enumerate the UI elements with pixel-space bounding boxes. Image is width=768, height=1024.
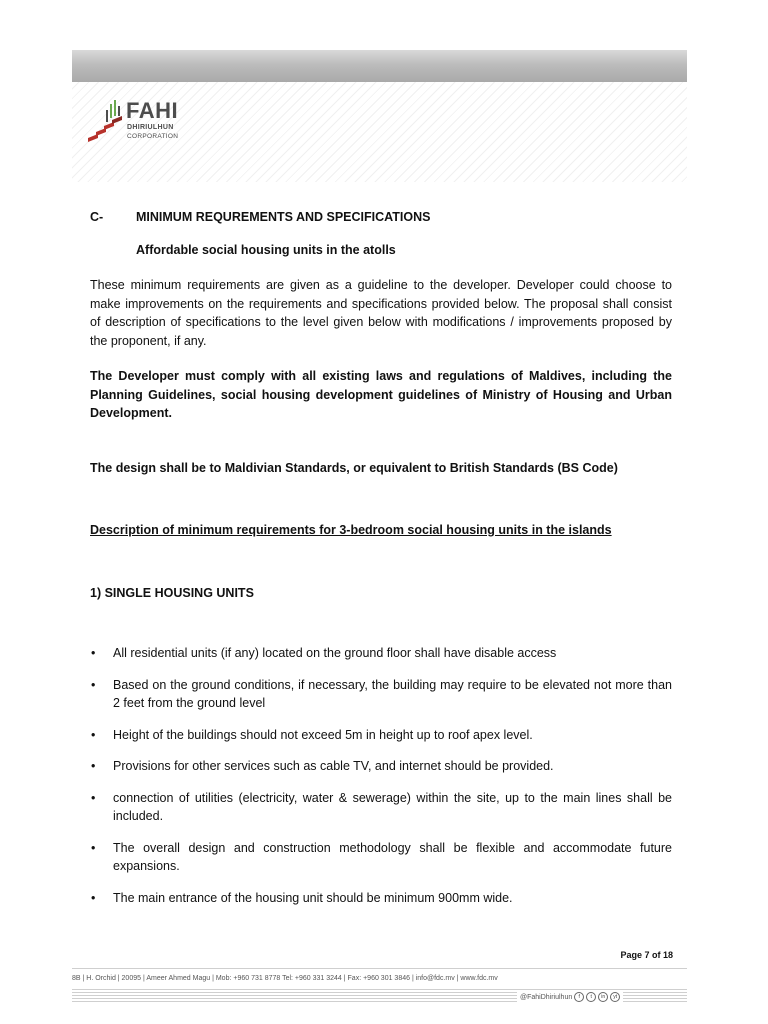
bullet-icon: • (91, 759, 96, 773)
header-gradient-bar (72, 50, 687, 82)
standards-paragraph: The design shall be to Maldivian Standards, or equivalent to British Standards (BS Code) (90, 461, 618, 475)
page-number: Page 7 of 18 (620, 950, 673, 960)
social-links (517, 991, 623, 1003)
list-item-text: All residential units (if any) located on the ground floor shall have disable access (113, 646, 557, 660)
compliance-paragraph: The Developer must comply with all existing laws and regulations of Maldives, including the Planning Guidelines, social housing development guidelines of Ministry of Housing and Urban Development. (90, 369, 672, 420)
footer-contact: 8B | H. Orchid | 20095 | Ameer Ahmed Magu | Mob: +960 731 8778 Tel: +960 331 3244 | Fax: +960 301 3846 | info@fdc.mv | www.fdc.mv (72, 975, 498, 982)
logo-stairs-icon (86, 98, 126, 146)
footer-divider (72, 968, 687, 969)
bullet-icon: • (91, 727, 96, 742)
section-subtitle: Affordable social housing units in the atolls (136, 243, 396, 257)
list-item-text: The main entrance of the housing unit should be minimum 900mm wide. (113, 890, 513, 905)
section-number: C- (90, 210, 104, 224)
fahi-logo (86, 98, 206, 146)
logo-line2: CORPORATION (127, 133, 179, 140)
description-heading: Description of minimum requirements for 3-bedroom social housing units in the islands (90, 523, 612, 537)
list-item (90, 839, 672, 876)
bullet-icon: • (91, 790, 96, 805)
list-item-text: The overall design and construction methodology shall be flexible and accommodate future expansions. (113, 840, 672, 873)
youtube-icon[interactable]: yt (610, 992, 620, 1002)
logo-line1: DHIRIULHUN (127, 124, 174, 131)
page-header (72, 50, 687, 182)
list-item-text: Based on the ground conditions, if necessary, the building may require to be elevated not more than 2 feet from the ground level (113, 677, 672, 710)
list-item-text: Provisions for other services such as cable TV, and internet should be provided. (113, 759, 554, 773)
twitter-icon[interactable]: t (586, 992, 596, 1002)
list-item (90, 644, 672, 663)
facebook-icon[interactable]: f (574, 992, 584, 1002)
list-item (90, 889, 672, 908)
list-item (90, 726, 672, 745)
social-handle: @FahiDhiriulhun (520, 993, 573, 1001)
linkedin-icon[interactable]: in (598, 992, 608, 1002)
list-item (90, 757, 672, 776)
bullet-icon: • (91, 677, 96, 692)
list-item-text: Height of the buildings should not exceed 5m in height up to roof apex level. (113, 727, 533, 742)
list-item (90, 789, 672, 826)
logo-name: FAHI (126, 98, 179, 123)
requirements-list (90, 644, 672, 920)
bullet-icon: • (91, 890, 96, 905)
single-units-heading: 1) SINGLE HOUSING UNITS (90, 586, 254, 600)
bullet-icon: • (91, 646, 96, 660)
section-title: MINIMUM REQUREMENTS AND SPECIFICATIONS (136, 210, 431, 224)
intro-paragraph: These minimum requirements are given as a guideline to the developer. Developer could choose to make improvements on the requirements and specifications provided below. The proposal shall consist of description of specifications to the level given below with modifications / improvements proposed by the proponent, if any. (90, 278, 672, 348)
list-item (90, 676, 672, 713)
bullet-icon: • (91, 840, 96, 855)
list-item-text: connection of utilities (electricity, water & sewerage) within the site, up to the main lines shall be included. (113, 790, 672, 823)
